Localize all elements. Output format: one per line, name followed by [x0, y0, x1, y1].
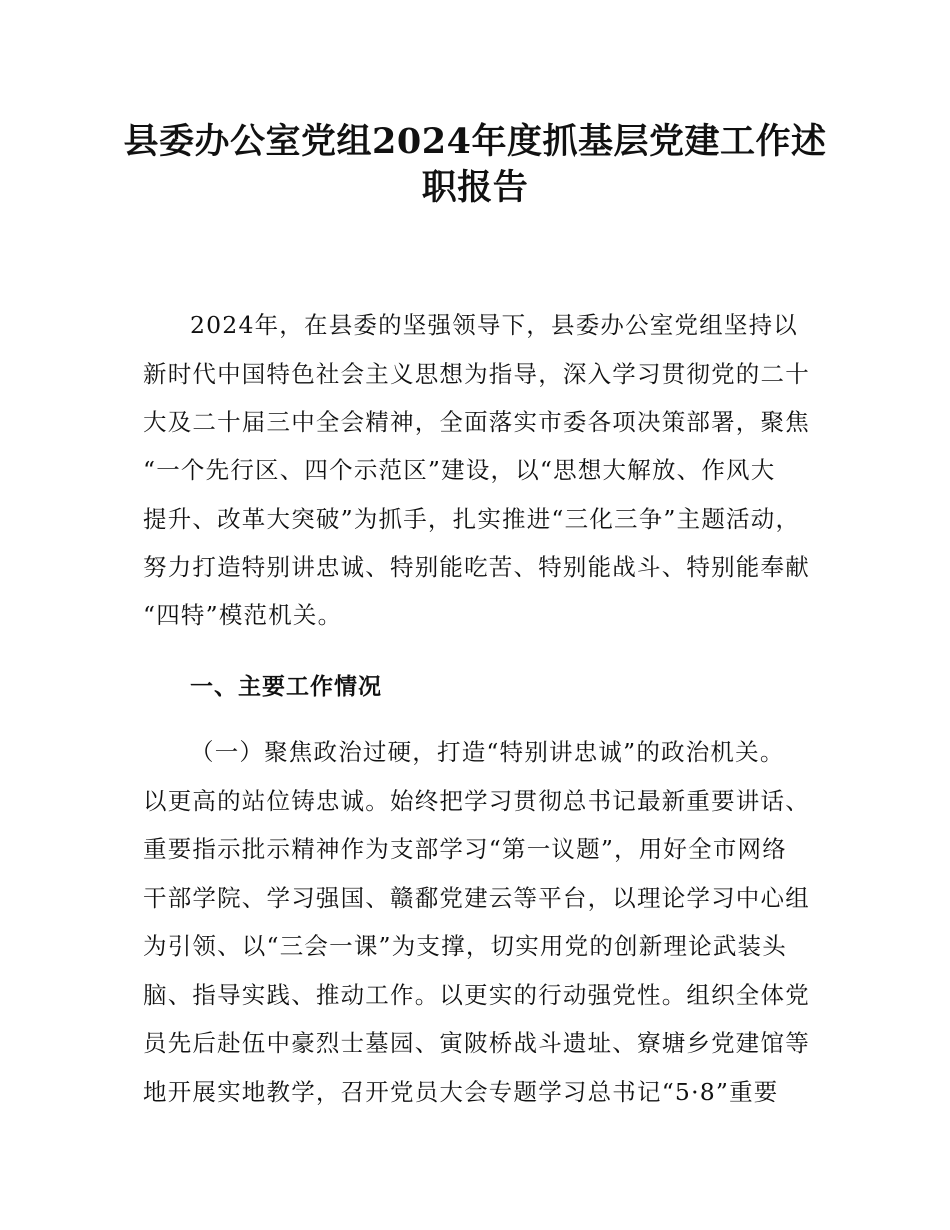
section-paragraph-line: 脑、指导实践、推动工作。以更实的行动强党性。组织全体党 — [143, 981, 810, 1009]
section-heading: 一、主要工作情况 — [190, 674, 382, 700]
document-title-line-2: 职报告 — [421, 167, 529, 208]
intro-paragraph-line: 新时代中国特色社会主义思想为指导，深入学习贯彻党的二十 — [143, 360, 810, 388]
section-paragraph-line: （一）聚焦政治过硬，打造“特别讲忠诚”的政治机关。 — [190, 738, 785, 766]
intro-paragraph-line: 努力打造特别讲忠诚、特别能吃苦、特别能战斗、特别能奉献 — [143, 553, 810, 581]
intro-paragraph-line: “四特”模范机关。 — [143, 601, 343, 629]
section-paragraph-line: 重要指示批示精神作为支部学习“第一议题”，用好全市网络 — [143, 835, 787, 863]
section-paragraph-line: 为引领、以“三会一课”为支撑，切实用党的创新理论武装头 — [143, 932, 787, 960]
section-paragraph-line: 干部学院、学习强国、赣鄱党建云等平台，以理论学习中心组 — [143, 884, 810, 912]
intro-paragraph-line: “一个先行区、四个示范区”建设，以“思想大解放、作风大 — [143, 456, 776, 484]
intro-paragraph-line: 大及二十届三中全会精神，全面落实市委各项决策部署，聚焦 — [143, 408, 810, 436]
section-paragraph-line: 地开展实地教学，召开党员大会专题学习总书记“5·8”重要 — [143, 1078, 779, 1106]
document-title-line-1: 县委办公室党组2024年度抓基层党建工作述 — [123, 121, 827, 162]
section-paragraph-line: 员先后赴伍中豪烈士墓园、寅陂桥战斗遗址、寮塘乡党建馆等 — [143, 1029, 810, 1057]
intro-paragraph-line: 提升、改革大突破”为抓手，扎实推进“三化三争”主题活动， — [143, 505, 801, 533]
section-paragraph-line: 以更高的站位铸忠诚。始终把学习贯彻总书记最新重要讲话、 — [143, 787, 810, 815]
intro-paragraph-line: 2024年，在县委的坚强领导下，县委办公室党组坚持以 — [190, 311, 799, 339]
